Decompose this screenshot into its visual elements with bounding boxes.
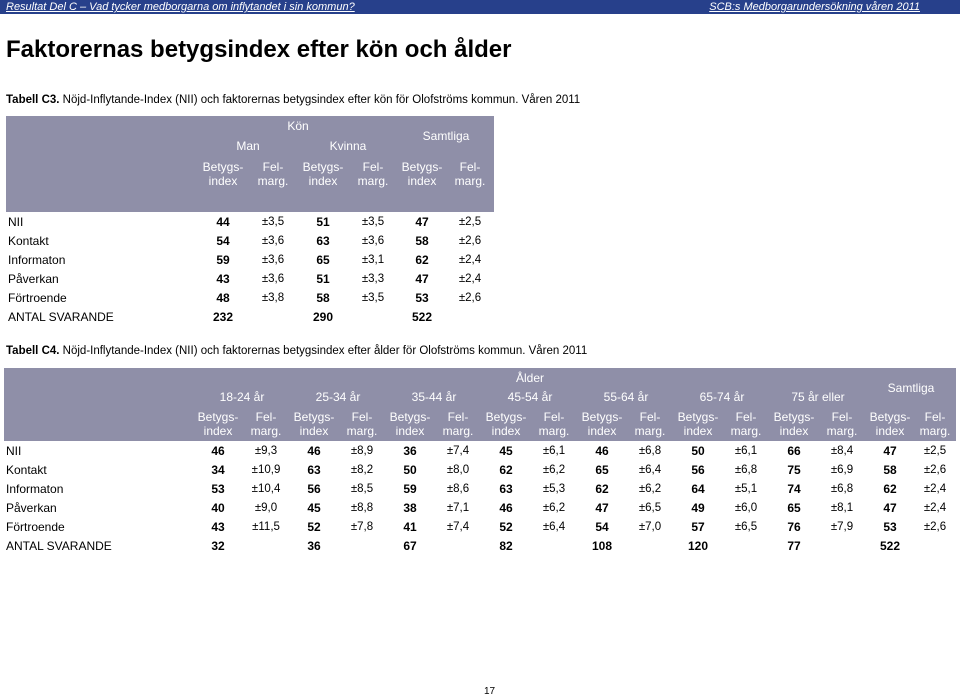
index-cell: 74	[787, 481, 801, 496]
margin-cell: ±2,6	[923, 520, 947, 533]
margin-cell: ±8,9	[350, 444, 374, 457]
index-cell: 49	[691, 500, 705, 515]
margin-cell: ±5,1	[734, 482, 758, 495]
margin-cell: ±2,6	[458, 291, 482, 304]
header-left-link[interactable]: Resultat Del C – Vad tycker medborgarna om inflytandet i sin kommun?	[6, 1, 355, 13]
margin-cell: ±2,5	[923, 444, 947, 457]
index-cell: 76	[787, 519, 801, 534]
row-label: NII	[6, 443, 22, 458]
index-cell: 36	[307, 538, 321, 553]
index-cell: 48	[216, 290, 230, 305]
age-group-header: 25-34 år	[315, 390, 361, 404]
margin-cell: ±8,6	[446, 482, 470, 495]
margin-cell: ±3,6	[261, 253, 285, 266]
index-cell: 120	[687, 538, 709, 553]
table-row	[4, 517, 956, 536]
index-cell: 38	[403, 500, 417, 515]
margin-cell	[446, 307, 494, 326]
index-cell: 46	[499, 500, 513, 515]
margin-cell: ±3,5	[261, 215, 285, 228]
margin-cell: ±2,4	[923, 501, 947, 514]
margin-cell: ±2,4	[458, 272, 482, 285]
table-row	[6, 288, 494, 307]
table-c3-group-kvinna: Kvinna	[329, 138, 367, 153]
table-c4-caption-text: Nöjd-Inflytande-Index (NII) och faktorernas betygsindex efter ålder för Olofströms kommun. Våren 2011	[59, 345, 588, 357]
row-label: Påverkan	[8, 271, 59, 286]
index-cell: 46	[307, 443, 321, 458]
index-cell: 34	[211, 462, 225, 477]
column-header-felmarg: Fel- marg.	[442, 410, 474, 438]
index-cell: 45	[307, 500, 321, 515]
index-cell: 32	[211, 538, 225, 553]
index-cell: 62	[883, 481, 897, 496]
margin-cell: ±6,8	[734, 463, 758, 476]
index-cell: 66	[787, 443, 801, 458]
index-cell: 62	[499, 462, 513, 477]
margin-cell	[914, 536, 956, 555]
margin-cell	[242, 536, 290, 555]
column-header-index: Betygs- index	[302, 160, 344, 188]
margin-cell	[338, 536, 386, 555]
margin-cell: ±7,1	[446, 501, 470, 514]
row-label: Förtroende	[8, 290, 67, 305]
age-group-header: 55-64 år	[603, 390, 649, 404]
index-cell: 50	[691, 443, 705, 458]
column-header-felmarg: Fel- marg.	[919, 410, 951, 438]
margin-cell	[530, 536, 578, 555]
margin-cell: ±6,1	[542, 444, 566, 457]
index-cell: 63	[499, 481, 513, 496]
row-label: ANTAL SVARANDE	[6, 538, 112, 553]
margin-cell: ±5,3	[542, 482, 566, 495]
index-cell: 53	[415, 290, 429, 305]
table-row	[6, 212, 494, 231]
margin-cell: ±2,4	[458, 253, 482, 266]
index-cell: 53	[211, 481, 225, 496]
margin-cell: ±6,4	[542, 520, 566, 533]
margin-cell: ±11,5	[252, 520, 280, 533]
column-header-index: Betygs- index	[197, 410, 239, 438]
table-c3-header-spacer	[6, 193, 494, 212]
table-c3-group-man: Man	[236, 138, 260, 153]
index-cell: 50	[403, 462, 417, 477]
column-header-index: Betygs- index	[389, 410, 431, 438]
margin-cell: ±3,5	[361, 291, 385, 304]
column-header-index: Betygs- index	[485, 410, 527, 438]
margin-cell	[348, 307, 398, 326]
column-header-index: Betygs- index	[677, 410, 719, 438]
row-label: Informaton	[6, 481, 64, 496]
margin-cell: ±6,2	[542, 463, 566, 476]
index-cell: 47	[883, 443, 897, 458]
index-cell: 59	[403, 481, 417, 496]
table-c4	[4, 368, 956, 555]
margin-cell: ±6,0	[734, 501, 758, 514]
header-right-link[interactable]: SCB:s Medborgarundersökning våren 2011	[709, 1, 920, 13]
margin-cell: ±10,9	[251, 463, 281, 476]
column-header-index: Betygs- index	[293, 410, 335, 438]
margin-cell: ±6,4	[638, 463, 662, 476]
margin-cell: ±6,9	[830, 463, 854, 476]
table-row	[4, 536, 956, 555]
age-group-header: 18-24 år	[219, 390, 265, 404]
age-group-header: 65-74 år	[699, 390, 745, 404]
column-header-felmarg: Fel- marg.	[454, 160, 486, 188]
index-cell: 47	[415, 271, 429, 286]
index-cell: 232	[212, 309, 234, 324]
margin-cell	[722, 536, 770, 555]
index-cell: 62	[595, 481, 609, 496]
margin-cell	[818, 536, 866, 555]
column-header-felmarg: Fel- marg.	[730, 410, 762, 438]
margin-cell: ±6,8	[830, 482, 854, 495]
margin-cell: ±8,2	[350, 463, 374, 476]
index-cell: 52	[307, 519, 321, 534]
page-number: 17	[484, 686, 496, 697]
index-cell: 58	[415, 233, 429, 248]
margin-cell: ±6,2	[542, 501, 566, 514]
running-header	[0, 0, 960, 14]
index-cell: 40	[211, 500, 225, 515]
index-cell: 64	[691, 481, 705, 496]
margin-cell: ±8,4	[830, 444, 854, 457]
margin-cell: ±6,5	[638, 501, 662, 514]
margin-cell: ±9,0	[254, 501, 278, 514]
index-cell: 522	[879, 538, 901, 553]
row-label: Förtroende	[6, 519, 65, 534]
index-cell: 65	[787, 500, 801, 515]
index-cell: 56	[691, 462, 705, 477]
column-header-felmarg: Fel- marg.	[250, 410, 282, 438]
row-label: Kontakt	[8, 233, 49, 248]
index-cell: 44	[216, 214, 230, 229]
margin-cell: ±3,6	[261, 234, 285, 247]
age-group-header: 45-54 år	[507, 390, 553, 404]
table-row	[6, 307, 494, 326]
margin-cell: ±3,6	[261, 272, 285, 285]
margin-cell: ±3,1	[361, 253, 385, 266]
index-cell: 75	[787, 462, 801, 477]
margin-cell: ±8,1	[830, 501, 854, 514]
column-header-felmarg: Fel- marg.	[634, 410, 666, 438]
column-header-index: Betygs- index	[202, 160, 244, 188]
row-label: Informaton	[8, 252, 66, 267]
column-header-index: Betygs- index	[581, 410, 623, 438]
table-c3-caption	[6, 94, 580, 106]
margin-cell: ±2,5	[458, 215, 482, 228]
index-cell: 67	[403, 538, 417, 553]
column-header-felmarg: Fel- marg.	[538, 410, 570, 438]
index-cell: 58	[883, 462, 897, 477]
index-cell: 54	[216, 233, 230, 248]
row-label: Kontakt	[6, 462, 47, 477]
margin-cell: ±7,9	[830, 520, 854, 533]
margin-cell	[248, 307, 298, 326]
margin-cell: ±10,4	[251, 482, 281, 495]
margin-cell: ±2,4	[923, 482, 947, 495]
index-cell: 51	[316, 271, 330, 286]
index-cell: 36	[403, 443, 417, 458]
index-cell: 62	[415, 252, 429, 267]
table-row	[6, 231, 494, 250]
index-cell: 56	[307, 481, 321, 496]
index-cell: 47	[595, 500, 609, 515]
table-c4-corner	[4, 368, 194, 441]
column-header-index: Betygs- index	[401, 160, 443, 188]
table-c4-total-header: Samtliga	[887, 380, 935, 395]
table-c4-caption	[6, 345, 587, 357]
index-cell: 53	[883, 519, 897, 534]
table-c3	[6, 116, 494, 326]
index-cell: 43	[211, 519, 225, 534]
age-group-header: 75 år eller	[791, 390, 845, 404]
table-c4-group-header: Ålder	[515, 370, 544, 385]
index-cell: 108	[591, 538, 613, 553]
index-cell: 58	[316, 290, 330, 305]
margin-cell: ±6,1	[734, 444, 758, 457]
index-cell: 45	[499, 443, 513, 458]
margin-cell: ±6,8	[638, 444, 662, 457]
index-cell: 46	[595, 443, 609, 458]
index-cell: 59	[216, 252, 230, 267]
index-cell: 51	[316, 214, 330, 229]
index-cell: 54	[595, 519, 609, 534]
margin-cell: ±8,5	[350, 482, 374, 495]
margin-cell: ±7,8	[350, 520, 374, 533]
row-label: NII	[8, 214, 24, 229]
index-cell: 41	[403, 519, 417, 534]
table-row	[6, 269, 494, 288]
margin-cell: ±7,0	[638, 520, 662, 533]
table-c3-corner	[6, 116, 198, 193]
margin-cell: ±2,6	[458, 234, 482, 247]
index-cell: 63	[316, 233, 330, 248]
table-row	[4, 441, 956, 460]
margin-cell: ±3,6	[361, 234, 385, 247]
index-cell: 47	[415, 214, 429, 229]
margin-cell	[626, 536, 674, 555]
index-cell: 522	[411, 309, 433, 324]
index-cell: 82	[499, 538, 513, 553]
table-c3-caption-label: Tabell C3.	[6, 94, 60, 106]
margin-cell: ±3,8	[261, 291, 285, 304]
margin-cell	[434, 536, 482, 555]
margin-cell: ±7,4	[446, 444, 470, 457]
table-row	[4, 460, 956, 479]
column-header-felmarg: Fel- marg.	[357, 160, 389, 188]
age-group-header: 35-44 år	[411, 390, 457, 404]
table-c4-caption-label: Tabell C4.	[6, 345, 60, 357]
margin-cell: ±6,2	[638, 482, 662, 495]
column-header-felmarg: Fel- marg.	[346, 410, 378, 438]
row-label: ANTAL SVARANDE	[8, 309, 114, 324]
table-row	[4, 479, 956, 498]
margin-cell: ±3,5	[361, 215, 385, 228]
margin-cell: ±2,6	[923, 463, 947, 476]
index-cell: 77	[787, 538, 801, 553]
margin-cell: ±6,5	[734, 520, 758, 533]
index-cell: 57	[691, 519, 705, 534]
index-cell: 65	[595, 462, 609, 477]
index-cell: 46	[211, 443, 225, 458]
table-c3-total-header: Samtliga	[422, 128, 470, 143]
table-c3-caption-text: Nöjd-Inflytande-Index (NII) och faktorernas betygsindex efter kön för Olofströms kommun. Våren 2011	[59, 94, 581, 106]
index-cell: 43	[216, 271, 230, 286]
page-title: Faktorernas betygsindex efter kön och ålder	[6, 36, 512, 63]
column-header-felmarg: Fel- marg.	[257, 160, 289, 188]
margin-cell: ±7,4	[446, 520, 470, 533]
index-cell: 65	[316, 252, 330, 267]
column-header-index: Betygs- index	[869, 410, 911, 438]
column-header-felmarg: Fel- marg.	[826, 410, 858, 438]
index-cell: 63	[307, 462, 321, 477]
margin-cell: ±9,3	[254, 444, 278, 457]
column-header-index: Betygs- index	[773, 410, 815, 438]
margin-cell: ±8,8	[350, 501, 374, 514]
index-cell: 290	[312, 309, 334, 324]
margin-cell: ±3,3	[361, 272, 385, 285]
table-c3-group-header: Kön	[287, 119, 309, 133]
index-cell: 52	[499, 519, 513, 534]
index-cell: 47	[883, 500, 897, 515]
margin-cell: ±8,0	[446, 463, 470, 476]
table-row	[4, 498, 956, 517]
row-label: Påverkan	[6, 500, 57, 515]
table-row	[6, 250, 494, 269]
